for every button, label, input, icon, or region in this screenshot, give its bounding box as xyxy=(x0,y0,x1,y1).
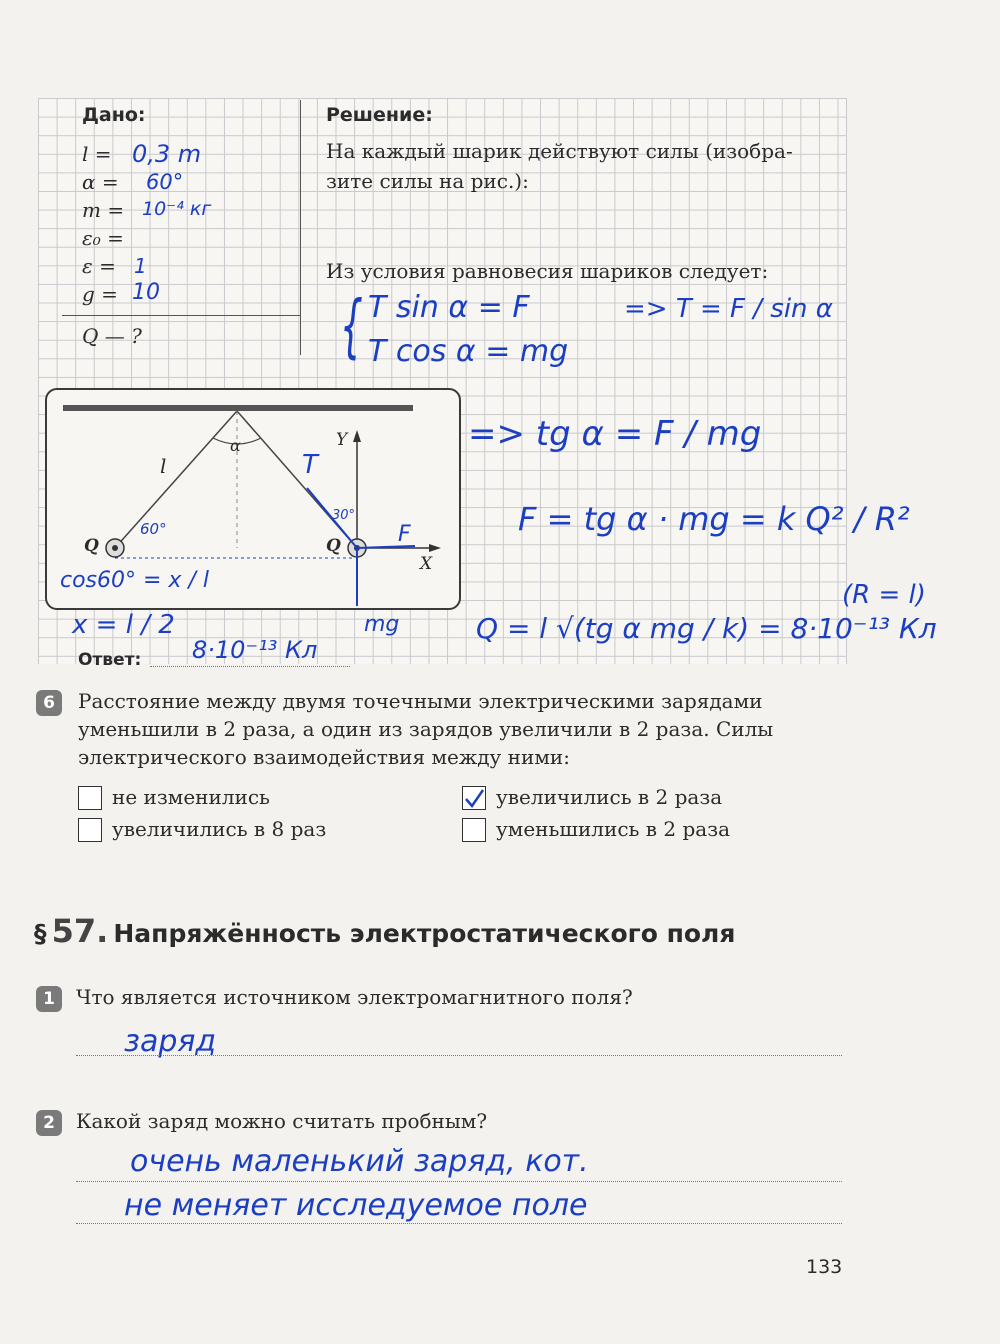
given-label-alpha: α = xyxy=(82,170,119,194)
task-6-line-2: уменьшили в 2 раза, а один из зарядов увеличили в 2 раза. Силы xyxy=(78,717,774,741)
option-label-decreased-2: уменьшились в 2 раза xyxy=(496,817,731,841)
hw-label-60: 60° xyxy=(140,520,167,538)
option-checkbox-unchanged[interactable] xyxy=(78,786,102,810)
given-underline xyxy=(62,315,300,316)
question-2-answer-line-a xyxy=(76,1180,842,1182)
task-6-line-1: Расстояние между двумя точечными электрическими зарядами xyxy=(78,689,763,713)
given-label-m: m = xyxy=(82,198,125,222)
task-6-line-3: электрического взаимодействия между ними: xyxy=(78,745,570,769)
option-checkbox-increased-8[interactable] xyxy=(78,818,102,842)
hw-equation-R: (R = l) xyxy=(842,580,926,610)
section-heading xyxy=(34,912,735,950)
given-label-l: l = xyxy=(82,142,112,166)
question-1-answer-line xyxy=(76,1054,842,1056)
x-axis-arrowhead xyxy=(429,544,441,552)
option-label-increased-8: увеличились в 8 раз xyxy=(112,817,327,841)
given-value-eps: 1 xyxy=(134,254,147,278)
answer-line xyxy=(150,665,350,667)
given-title: Дано: xyxy=(82,104,146,126)
hw-equation-Q: Q = l √(tg α mg / k) = 8·10⁻¹³ Кл xyxy=(476,612,937,645)
option-label-increased-2: увеличились в 2 раза xyxy=(496,785,723,809)
hw-x-note: x = l / 2 xyxy=(72,610,175,640)
given-unknown: Q — ? xyxy=(82,324,142,348)
question-2-badge: 2 xyxy=(36,1110,62,1136)
given-value-g: 10 xyxy=(132,280,160,305)
figure-label-x: X xyxy=(420,554,433,574)
section-number: 57. xyxy=(51,912,109,950)
given-value-alpha: 60° xyxy=(146,170,184,194)
option-checkbox-increased-2[interactable] xyxy=(462,786,486,810)
solution-line-2: зите силы на рис.): xyxy=(326,169,529,193)
hw-equation-F: F = tg α · mg = k Q² / R² xyxy=(518,500,910,538)
question-2-answer-line-2[interactable]: не меняет исследуемое поле xyxy=(124,1188,588,1223)
hw-equation-sin: T sin α = F xyxy=(368,290,530,325)
solution-line-3: Из условия равновесия шариков следует: xyxy=(326,259,769,283)
solution-title: Решение: xyxy=(326,104,433,126)
question-2-answer-line-1[interactable]: очень маленький заряд, кот. xyxy=(130,1144,589,1179)
left-charge-dot xyxy=(112,545,118,551)
question-1-answer[interactable]: заряд xyxy=(124,1024,217,1059)
given-label-eps0: ε₀ = xyxy=(82,226,124,250)
system-brace: { xyxy=(340,288,363,366)
given-value-l: 0,3 m xyxy=(132,140,202,168)
option-checkbox-decreased-2[interactable] xyxy=(462,818,486,842)
section-sign: § xyxy=(34,919,47,948)
given-label-eps: ε = xyxy=(82,254,116,278)
checkmark-icon xyxy=(463,787,485,809)
question-2-answer-line-b xyxy=(76,1222,842,1224)
section-title: Напряжённость электростатического поля xyxy=(113,919,736,948)
answer-value: 8·10⁻¹³ Кл xyxy=(192,636,318,664)
hw-label-30: 30° xyxy=(332,508,356,523)
task-6-badge: 6 xyxy=(36,690,62,716)
given-label-g: g = xyxy=(82,282,118,306)
hw-tension-note: => T = F / sin α xyxy=(624,294,833,324)
answer-label: Ответ: xyxy=(78,650,142,670)
figure-label-q-right: Q xyxy=(326,536,341,556)
page-number: 133 xyxy=(806,1256,843,1278)
question-2-text: Какой заряд можно считать пробным? xyxy=(76,1109,488,1133)
hw-equation-cos: T cos α = mg xyxy=(368,334,569,369)
left-thread xyxy=(115,411,237,548)
figure-label-l: l xyxy=(160,454,167,478)
question-1-text: Что является источником электромагнитного поля? xyxy=(76,985,633,1009)
given-divider xyxy=(300,100,301,355)
hw-label-T: T xyxy=(302,450,318,480)
hw-equation-tg: => tg α = F / mg xyxy=(468,414,762,454)
solution-line-1: На каждый шарик действуют силы (изобра- xyxy=(326,139,793,163)
figure-label-alpha: α xyxy=(230,436,241,455)
option-label-unchanged: не изменились xyxy=(112,785,270,809)
given-value-m: 10⁻⁴ кг xyxy=(142,198,212,220)
hw-cos-note: cos60° = x / l xyxy=(60,568,209,593)
figure-label-y: Y xyxy=(336,430,348,450)
hw-label-F: F xyxy=(398,522,411,547)
question-1-badge: 1 xyxy=(36,986,62,1012)
hw-label-mg: mg xyxy=(364,612,400,637)
y-axis-arrowhead xyxy=(353,430,361,442)
figure-label-q-left: Q xyxy=(84,536,99,556)
